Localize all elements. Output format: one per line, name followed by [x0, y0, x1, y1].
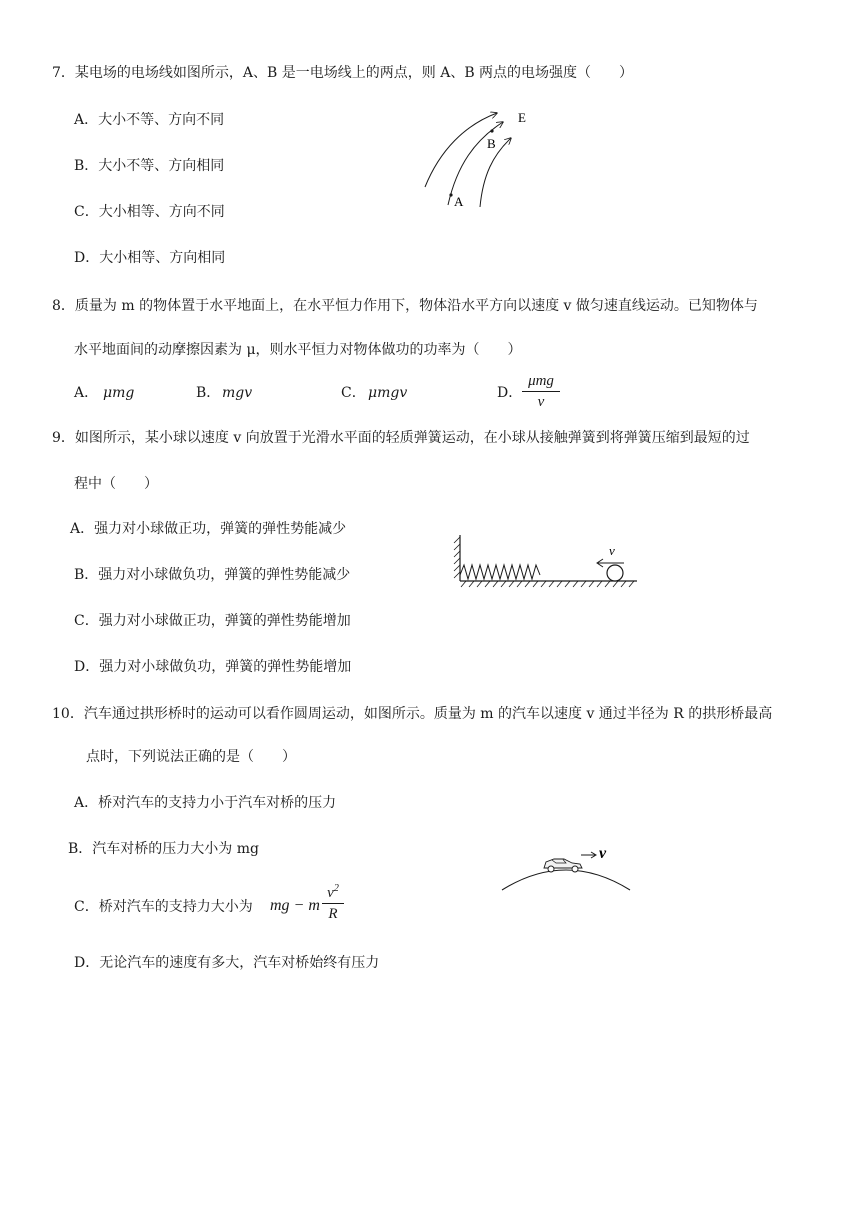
label-a: A	[454, 194, 464, 209]
q7-option-d: D．大小相等、方向相同	[74, 250, 226, 266]
q10-option-d: D．无论汽车的速度有多大，汽车对桥始终有压力	[74, 955, 380, 971]
q8-option-b-label: B．	[196, 385, 221, 401]
q10-option-a: A．桥对汽车的支持力小于汽车对桥的压力	[74, 795, 337, 811]
q8-option-a-label: A．	[74, 385, 99, 401]
fraction-numerator: μmg	[528, 373, 554, 389]
q7-option-a: A．大小不等、方向不同	[74, 112, 225, 128]
q10-bridge-figure	[500, 840, 635, 895]
fraction-numerator: v	[327, 885, 334, 901]
label-v: v	[599, 845, 607, 862]
label-v: v	[609, 543, 615, 558]
bridge-arc	[502, 870, 630, 890]
q10-stem-line2: 点时，下列说法正确的是（ ）	[86, 749, 296, 765]
q9-option-b: B．强力对小球做负功，弹簧的弹性势能减少	[74, 567, 351, 583]
label-e: E	[518, 110, 526, 125]
q9-option-c: C．强力对小球做正功，弹簧的弹性势能增加	[74, 613, 351, 629]
q10-stem-line1: 10．汽车通过拱形桥时的运动可以看作圆周运动，如图所示。质量为 m 的汽车以速度 v 通过半径为 R 的拱形桥最高	[52, 706, 773, 722]
q8-option-a-value: μmg	[103, 385, 135, 401]
q9-option-a: A．强力对小球做正功，弹簧的弹性势能减少	[70, 521, 347, 537]
q8-stem-line2: 水平地面间的动摩擦因素为 μ，则水平恒力对物体做功的功率为（ ）	[74, 342, 522, 358]
q10-option-b: B．汽车对桥的压力大小为 mg	[68, 841, 259, 857]
q7-stem: 7．某电场的电场线如图所示，A、B 是一电场线上的两点，则 A、B 两点的电场强度（ ）	[52, 65, 634, 81]
q8-stem-line1: 8．质量为 m 的物体置于水平地面上，在水平恒力作用下，物体沿水平方向以速度 v 做匀速直线运动。已知物体与	[52, 298, 758, 314]
ball	[607, 565, 623, 581]
fraction-denominator: R	[328, 906, 338, 922]
fraction-denominator: v	[537, 394, 545, 410]
q9-option-d: D．强力对小球做负功，弹簧的弹性势能增加	[74, 659, 352, 675]
q9-stem-line2: 程中（ ）	[74, 476, 158, 492]
q9-stem-line1: 9．如图所示，某小球以速度 v 向放置于光滑水平面的轻质弹簧运动，在小球从接触弹簧到将弹簧压缩到最短的过	[52, 430, 750, 446]
q8-option-c-label: C．	[341, 385, 366, 401]
q7-option-b: B．大小不等、方向相同	[74, 158, 225, 174]
q10-option-c-fraction	[322, 880, 344, 923]
q7-field-lines-figure	[415, 105, 535, 215]
fraction-exponent: 2	[333, 883, 339, 894]
field-line-2	[448, 122, 503, 205]
spring	[460, 565, 540, 579]
q8-option-d-label: D．	[497, 385, 523, 401]
label-b: B	[487, 136, 496, 151]
q8-option-c-value: μmgv	[368, 385, 408, 401]
q10-option-c-expr: mg − m	[270, 897, 320, 914]
point-b-dot	[490, 129, 493, 132]
q8-option-b-value: mgv	[222, 385, 253, 401]
q9-spring-figure	[452, 535, 642, 595]
point-a-dot	[449, 193, 452, 196]
q8-option-d-fraction	[522, 372, 560, 411]
q10-option-c-prefix: C．桥对汽车的支持力大小为	[74, 899, 253, 915]
q7-option-c: C．大小相等、方向不同	[74, 204, 225, 220]
